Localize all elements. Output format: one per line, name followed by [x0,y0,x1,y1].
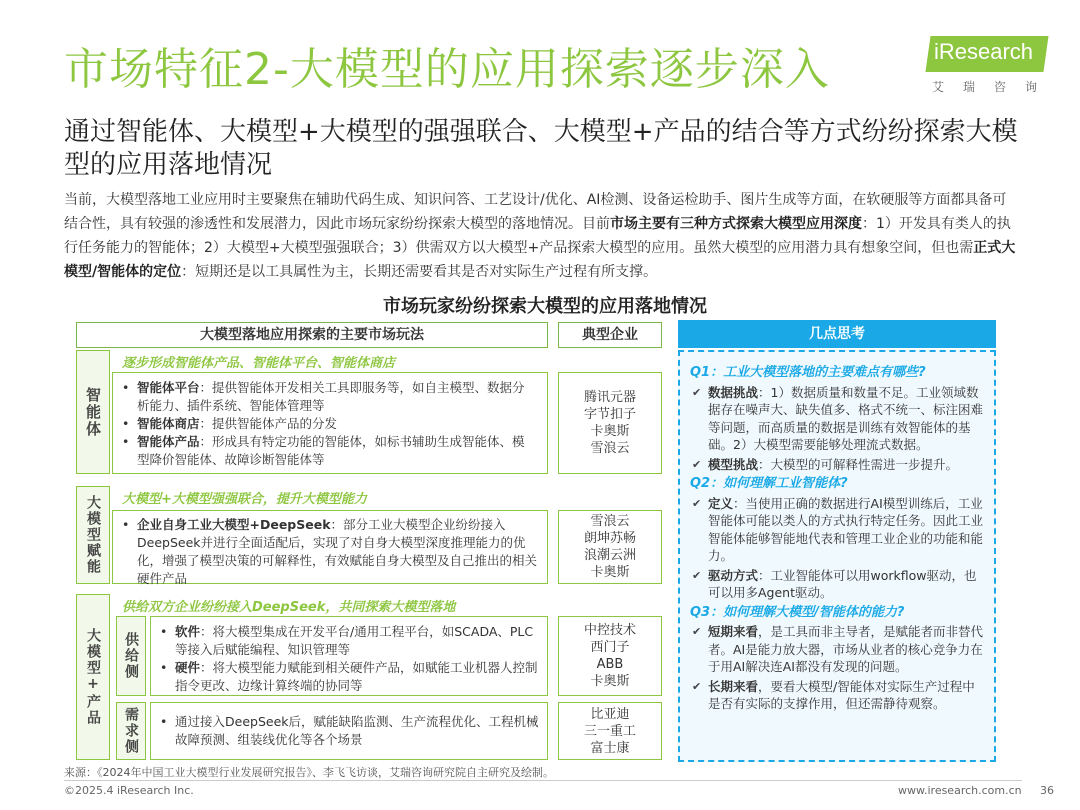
list-item: • 智能体产品：形成具有特定功能的智能体，如标书辅助生成智能体、模型降价智能体、故障诊断智能体等 [113,433,537,469]
page-number: 36 [1040,784,1054,797]
company-list-demand [558,702,662,760]
question-1: Q1：工业大模型落地的主要难点有哪些? [690,365,926,380]
company-name: 朗坤苏畅 [583,531,636,546]
list-item: • 硬件：将大模型能力赋能到相关硬件产品，如赋能工业机器人控制指令更改、边缘计算终端的协同等 [151,659,539,695]
header-main: 大模型落地应用探索的主要市场玩法 [76,322,548,348]
list-item: • 企业自身工业大模型+DeepSeek：部分工业大模型企业纷纷接入DeepSeek并进行全面适配后，实现了对自身大模型深度推理能力的优化，增强了模型决策的可解释性，有效赋能自身大模型及自己推出的相关硬件产品 [113,516,537,588]
logo-sub-text: 艾瑞咨询 [932,80,1057,94]
company-list-empower [558,510,662,584]
company-name: 卡奥斯 [590,424,630,439]
company-name: 比亚迪 [590,706,630,722]
company-name: 卡奥斯 [590,674,630,689]
footer-copyright: ©2025.4 iResearch Inc. [64,784,194,797]
section-heading-product: 供给双方企业纷纷接入DeepSeek，共同探索大模型落地 [122,600,456,615]
supply-side-label: 供给侧 [116,616,146,696]
page-title: 市场特征2-大模型的应用探索逐步深入 [64,44,830,95]
section-label-empower: 大模型赋能 [76,486,110,584]
footer-divider [64,780,1022,781]
intro-text-2: ：1）开发具有类人的执行任务能力的智能体；2）大模型+大模型强强联合；3）供需双方以大模型+产品探索大模型的应用。虽然大模型的应用潜力具有想象空间，但也需 [64,216,1011,256]
section-label-agent: 智能体 [76,350,110,474]
section-box-empower [112,510,548,584]
logo-brand-text: iResearch [934,39,1034,64]
demand-side-label: 需求侧 [116,702,146,760]
answer-item: ✔ 长期来看，要看大模型/智能体对实际生产过程中是否有实际的支撑作用，但还需静待观察。 [690,678,984,713]
list-item: • 通过接入DeepSeek后，赋能缺陷监测、生产流程优化、工程机械故障预测、组装线优化等各个场景 [151,713,539,749]
thoughts-panel [678,350,996,762]
footer-url: www.iresearch.com.cn [898,784,1022,797]
company-name: 富士康 [590,740,630,756]
list-item: • 智能体平台：提供智能体开发相关工具即服务等，如自主模型、数据分析能力、插件系统、智能体管理等 [113,379,537,415]
demand-side-box [150,702,548,760]
section-heading-empower: 大模型+大模型强强联合，提升大模型能力 [122,492,367,507]
company-name: 腾讯元器 [583,390,636,405]
intro-bold-1: 市场主要有三种方式探索大模型应用深度 [610,216,862,232]
answer-item: ✔ 驱动方式：工业智能体可以用workflow驱动，也可以用多Agent驱动。 [690,567,984,602]
answer-item: ✔ 模型挑战：大模型的可解释性需进一步提升。 [690,456,984,474]
intro-paragraph [64,188,1020,284]
source-note: 来源：《2024年中国工业大模型行业发展研究报告》、李飞飞访谈，艾瑞咨询研究院自主研究及绘制。 [64,766,554,779]
list-item: • 智能体商店：提供智能体产品的分发 [113,415,537,433]
company-name: 浪潮云洲 [583,548,636,563]
intro-text-3: ：短期还是以工具属性为主，长期还需要看其是否对实际生产过程有所支撑。 [181,264,658,280]
list-item: • 软件：将大模型集成在开发平台/通用工程平台，如SCADA、PLC等接入后赋能编程、知识管理等 [151,623,539,659]
company-name: 雪浪云 [590,441,630,456]
intro-bold-2: 正式大模型/智能体的定位 [64,240,1016,280]
section-heading-agent: 逐步形成智能体产品、智能体平台、智能体商店 [122,356,396,371]
page-subtitle: 通过智能体、大模型+大模型的强强联合、大模型+产品的结合等方式纷纷探索大模型的应用落地情况 [64,117,1018,180]
iresearch-logo [928,36,1057,96]
company-name: 卡奥斯 [590,565,630,580]
section-box-agent [112,372,548,474]
header-company: 典型企业 [558,322,662,348]
company-list-supply [558,616,662,696]
question-2: Q2：如何理解工业智能体? [690,476,848,491]
company-name: ABB [596,657,624,672]
company-name: 中控技术 [583,623,636,638]
diagram-title: 市场玩家纷纷探索大模型的应用落地情况 [383,296,707,317]
answer-item: ✔ 定义：当使用正确的数据进行AI模型训练后，工业智能体可能以类人的方式执行特定任务。因此工业智能体能够智能地代表和管理工业企业的功能和能力。 [690,495,984,565]
answer-item: ✔ 短期来看，是工具而非主导者，是赋能者而非替代者。AI是能力放大器，市场从业者的核心竞争力在于用AI解决连AI都没有发现的问题。 [690,623,984,676]
answer-item: ✔ 数据挑战：1）数据质量和数量不足。工业领域数据存在噪声大、缺失值多、格式不统一、标注困难等问题，而高质量的数据是训练有效智能体的基础。2）大模型需要能够处理流式数据。 [690,384,984,454]
section-label-product: 大模型+产品 [76,594,110,760]
header-thoughts: 几点思考 [678,320,996,348]
company-name: 三一重工 [583,723,636,739]
question-3: Q3：如何理解大模型/智能体的能力? [690,604,905,620]
intro-text-1: 当前，大模型落地工业应用时主要聚焦在辅助代码生成、知识问答、工艺设计/优化、AI检测、设备运检助手、图片生成等方面，在软硬服等方面都具备可结合性，具有较强的渗透性和发展潜力，因此市场玩家纷纷探索大模型的落地情况。目前 [64,192,1007,232]
company-name: 西门子 [590,640,630,655]
company-list-agent [558,372,662,474]
company-name: 雪浪云 [590,514,630,529]
company-name: 字节扣子 [583,407,636,422]
supply-side-box [150,616,548,696]
